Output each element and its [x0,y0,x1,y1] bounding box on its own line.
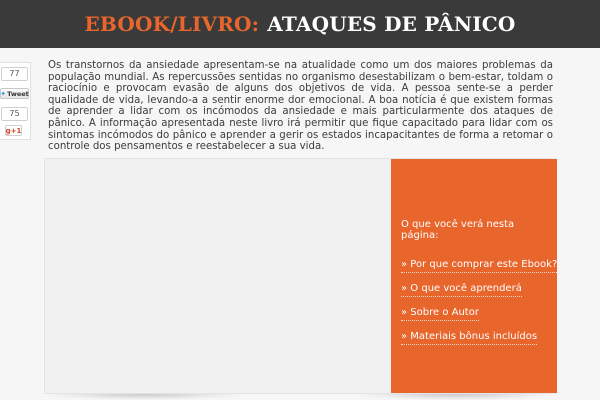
social-share-bar [0,62,31,140]
page-header [0,0,600,48]
media-placeholder [45,159,391,393]
tweet-button[interactable] [0,88,29,99]
google-plus-button[interactable]: g+1 [5,126,22,135]
nav-link-why-buy[interactable]: » Por que comprar este Ebook? [401,259,557,273]
twitter-bird-icon: ✦ [0,89,7,98]
page-navigation-panel [391,159,557,393]
box-shadow-left [44,394,244,400]
navigation-heading: O que você verá nesta página: [401,219,515,241]
tweet-button-label: Tweet [7,89,29,98]
nav-link-bonus-materials[interactable]: » Materiais bônus incluídos [401,331,537,345]
box-shadow-right [356,394,556,400]
page-title: ATAQUES DE PÂNICO [267,12,516,36]
nav-link-about-author[interactable]: » Sobre o Autor [401,307,479,321]
facebook-share-count: 77 [1,67,28,81]
intro-paragraph: Os transtornos da ansiedade apresentam-se na atualidade como um dos maiores problemas da população mundial. As repercussões sentidas no organismo desestabilizam o bem-estar, toldam o raciocínio e provocam evasão de alguns dos objetivos de vida. A pessoa sente-se a perder qualidade de vida, levando-a a sentir enorme dor emocional. A boa notícia é que existem formas de aprender a lidar com os incómodos da ansiedade e mais particularmente dos ataques de pânico. A informação apresentada neste livro irá permitir que fique capacitado para lidar com os sintomas incómodos do pânico e aprender a gerir os estados incapacitantes de forma a retomar o controle dos pensamentos e reestabelecer a sua vida. [48,60,553,153]
nav-link-what-you-learn[interactable]: » O que você aprenderá [401,283,522,297]
twitter-share-count: 75 [1,107,28,121]
content-box [44,158,556,394]
page-title-prefix: EBOOK/LIVRO: [84,12,260,36]
